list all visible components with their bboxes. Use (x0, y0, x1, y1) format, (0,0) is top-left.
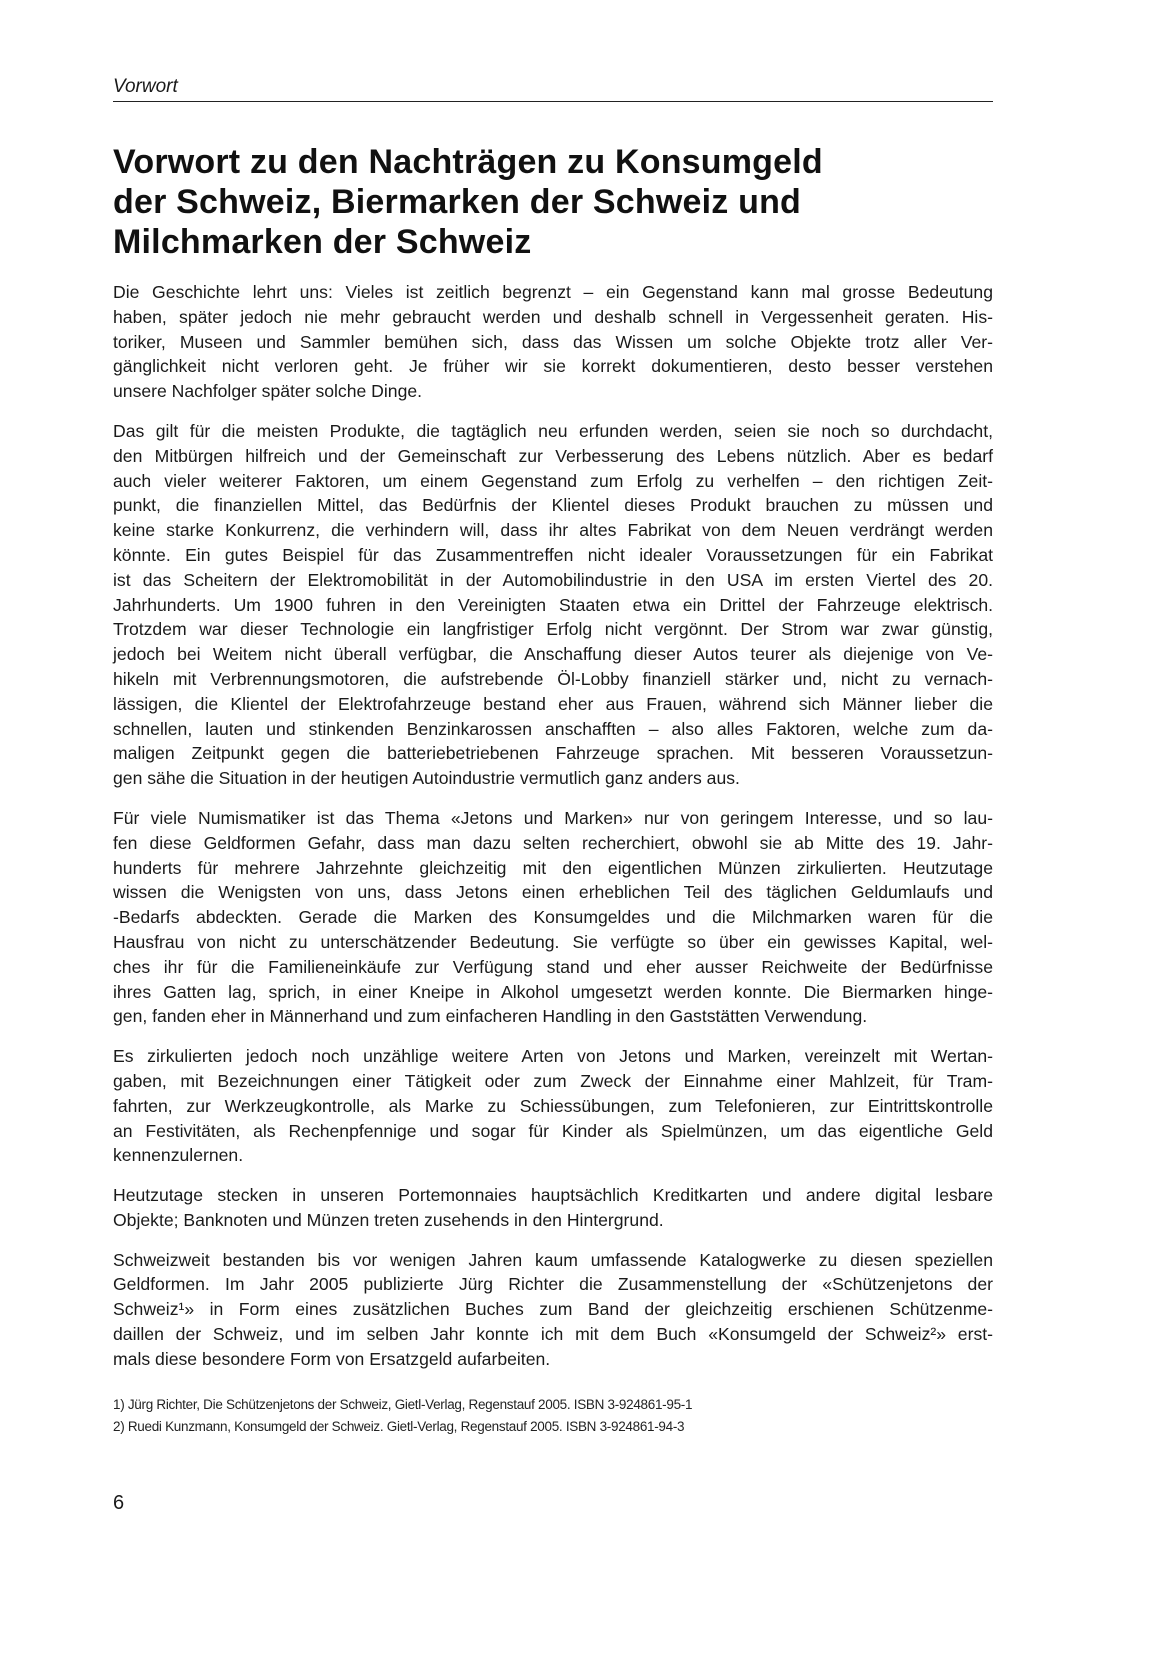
text-line: Jahrhunderts. Um 1900 fuhren in den Vereinigten Staaten etwa ein Drittel der Fahrzeuge elektrisch. (113, 594, 993, 615)
text-line: kennenzulernen. (113, 1145, 244, 1166)
text-line: daillen der Schweiz, und im selben Jahr konnte ich mit dem Buch «Konsumgeld der Schweiz²» erst- (113, 1324, 993, 1345)
paragraph (113, 1044, 993, 1168)
text-line: gaben, mit Bezeichnungen einer Tätigkeit oder zum Zweck der Einnahme einer Mahlzeit, für Tram- (113, 1070, 993, 1091)
title-line: der Schweiz, Biermarken der Schweiz und (113, 183, 802, 221)
text-line: auch vieler weiterer Faktoren, um einem Gegenstand zum Erfolg zu verhelfen – den richtigen Zeit- (113, 470, 993, 491)
text-line: könnte. Ein gutes Beispiel für das Zusammentreffen nicht idealer Voraussetzungen für ein Fabrikat (113, 544, 993, 565)
text-line: Die Geschichte lehrt uns: Vieles ist zeitlich begrenzt – ein Gegenstand kann mal grosse Bedeutung (113, 282, 993, 302)
text-line: lässigen, die Klientel der Elektrofahrzeuge bestand eher aus Frauen, während sich Männer lieber die (113, 693, 993, 714)
text-line: gänglichkeit nicht verloren geht. Je früher wir sie korrekt dokumentieren, desto besser verstehen (113, 356, 993, 377)
text-line: jedoch bei Weitem nicht überall verfügbar, die Anschaffung dieser Autos teurer als diejenige von Ve- (113, 644, 993, 665)
page-title (113, 142, 993, 262)
text-line: Trotzdem war dieser Technologie ein langfristiger Erfolg nicht vergönnt. Der Strom war zwar günstig, (113, 619, 993, 640)
text-line: ihres Gatten lag, sprich, in einer Kneipe in Alkohol umgesetzt werden konnte. Die Biermarken hinge- (113, 981, 993, 1002)
text-line: ist das Scheitern der Elektromobilität in der Automobilindustrie in den USA im ersten Viertel des 20. (113, 569, 993, 590)
paragraph (113, 1183, 993, 1233)
page-number: 6 (113, 1492, 125, 1514)
text-line: gen sähe die Situation in der heutigen Autoindustrie vermutlich ganz anders aus. (113, 768, 740, 789)
text-line: mals diese besondere Form von Ersatzgeld aufarbeiten. (113, 1348, 551, 1369)
text-line: gen, fanden eher in Männerhand und zum einfacheren Handling in den Gaststätten Verwendung. (113, 1006, 868, 1027)
text-line: Schweiz¹» in Form eines zusätzlichen Buches zum Band der gleichzeitig erschienen Schützenme- (113, 1299, 993, 1320)
text-line: Geldformen. Im Jahr 2005 publizierte Jürg Richter die Zusammenstellung der «Schützenjetons der (113, 1274, 993, 1295)
text-line: haben, später jedoch nie mehr gebraucht werden und deshalb schnell in Vergessenheit geraten. His- (113, 306, 993, 327)
text-line: -Bedarfs abdeckten. Gerade die Marken des Konsumgeldes und die Milchmarken waren für die (113, 907, 993, 928)
text-line: Schweizweit bestanden bis vor wenigen Jahren kaum umfassende Katalogwerke zu diesen speziellen (113, 1249, 993, 1270)
text-line: Das gilt für die meisten Produkte, die tagtäglich neu erfunden werden, seien sie noch so durchdacht, (113, 420, 993, 441)
text-line: maligen Zeitpunkt gegen die batteriebetriebenen Fahrzeuge sprachen. Mit besseren Voraussetzun- (113, 743, 993, 764)
text-line: Objekte; Banknoten und Münzen treten zusehends in den Hintergrund. (113, 1209, 664, 1230)
text-line: Heutzutage stecken in unseren Portemonnaies hauptsächlich Kreditkarten und andere digital lesbare (113, 1185, 993, 1206)
text-line: hikeln mit Verbrennungsmotoren, die aufstrebende Öl-Lobby finanziell stärker und, nicht zu vernach- (113, 668, 993, 689)
text-line: wissen die Wenigsten von uns, dass Jetons einen erheblichen Teil des täglichen Geldumlaufs und (113, 882, 993, 903)
title-line: Vorwort zu den Nachträgen zu Konsumgeld (113, 143, 823, 181)
running-header: Vorwort (113, 76, 178, 97)
text-line: ches ihr für die Familieneinkäufe zur Verfügung stand und eher ausser Reichweite der Bedürfnisse (113, 956, 993, 977)
text-line: schnellen, lauten und stinkenden Benzinkarossen anschafften – also alles Faktoren, welche zum da- (113, 718, 993, 739)
header-rule (113, 101, 993, 102)
text-line: unsere Nachfolger später solche Dinge. (113, 381, 423, 402)
text-line: Hausfrau von nicht zu unterschätzender Bedeutung. Sie verfügte so über ein gewisses Kapital, wel- (113, 931, 993, 952)
text-line: den Mitbürgen hilfreich und der Gemeinschaft zur Verbesserung des Lebens nützlich. Aber es bedarf (113, 445, 993, 466)
paragraph (113, 1248, 993, 1372)
text-line: punkt, die finanziellen Mittel, das Bedürfnis der Klientel dieses Produkt brauchen zu müssen und (113, 495, 993, 516)
paragraph (113, 280, 993, 404)
text-line: Für viele Numismatiker ist das Thema «Jetons und Marken» nur von geringem Interesse, und so lau- (113, 807, 993, 828)
text-line: keine starke Konkurrenz, die verhindern will, dass ihr altes Fabrikat von dem Neuen verdrängt werden (113, 520, 993, 541)
text-line: hunderts für mehrere Jahrzehnte gleichzeitig mit den eigentlichen Münzen zirkulierten. Heutzutage (113, 857, 993, 878)
title-line: Milchmarken der Schweiz (113, 223, 532, 261)
footnote-2: 2) Ruedi Kunzmann, Konsumgeld der Schweiz. Gietl-Verlag, Regenstauf 2005. ISBN 3-924861-94-3 (113, 1419, 685, 1434)
footnote-1: 1) Jürg Richter, Die Schützenjetons der Schweiz, Gietl-Verlag, Regenstauf 2005. ISBN 3-924861-95-1 (113, 1397, 693, 1412)
text-line: Es zirkulierten jedoch noch unzählige weitere Arten von Jetons und Marken, vereinzelt mit Wertan- (113, 1046, 993, 1067)
text-line: an Festivitäten, als Rechenpfennige und sogar für Kinder als Spielmünzen, um das eigentliche Geld (113, 1120, 993, 1141)
paragraph (113, 806, 993, 1029)
footnotes (113, 1394, 993, 1438)
body-text (113, 280, 993, 1387)
text-line: toriker, Museen und Sammler bemühen sich, dass das Wissen um solche Objekte trotz aller Ver- (113, 331, 993, 352)
paragraph (113, 419, 993, 791)
text-line: fen diese Geldformen Gefahr, dass man dazu selten recherchiert, obwohl sie ab Mitte des 19. Jahr- (113, 832, 993, 853)
text-line: fahrten, zur Werkzeugkontrolle, als Marke zu Schiessübungen, zum Telefonieren, zur Eintrittskontrolle (113, 1095, 993, 1116)
